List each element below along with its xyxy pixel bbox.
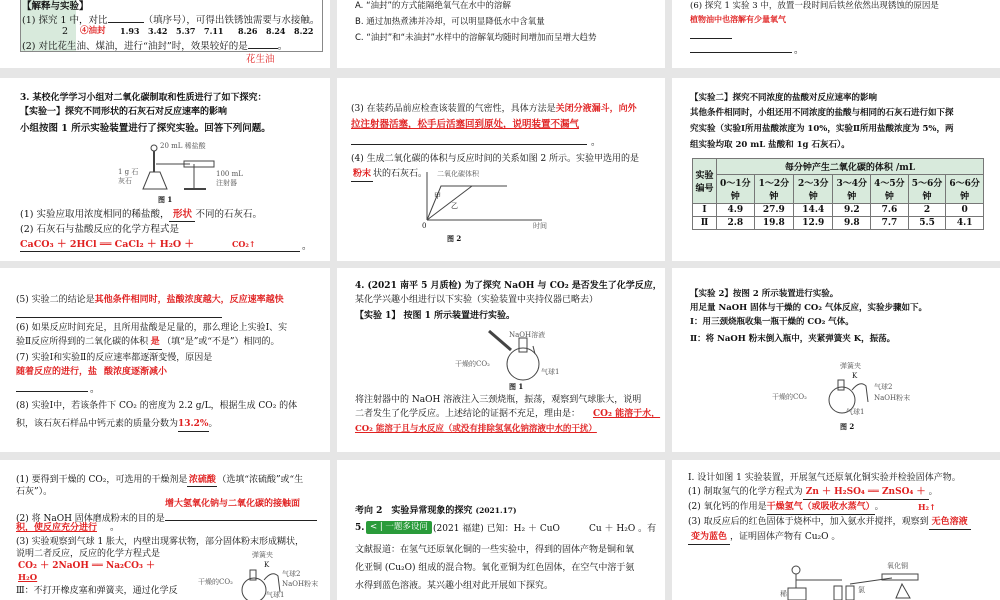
label-balloon-2: 气球2 <box>874 383 893 391</box>
table-row <box>693 217 984 230</box>
question-3: (3) 在装药品前应检查该装置的气密性，具体方法是关闭分液漏斗，向外 <box>351 104 637 114</box>
question-7: (7) 实验Ⅰ和实验Ⅱ的反应速率都逐渐变慢，原因是 <box>16 353 213 363</box>
cell: 14.4 <box>794 204 833 217</box>
cell: 9.2 <box>833 204 871 217</box>
row-id: Ⅰ <box>693 204 717 217</box>
cell: 0 <box>946 204 984 217</box>
question-1: (1) 要得到干燥的 CO₂，可选用的干燥剂是浓硫酸 （选填“浓硫酸”或“生 <box>16 475 304 485</box>
answer-2-cont: CO₂↑ <box>232 239 256 249</box>
slide-8[interactable] <box>337 268 665 452</box>
option-c: C. “油封”和“未油封”水样中的溶解氧均随时间增加而呈增大趋势 <box>355 33 597 43</box>
question-1: (1) 探究 1 中，对比 （填序号），可得出铁锈蚀需要与水接触。 <box>22 12 319 27</box>
answer-3: CO₂ ＋ 2NaOH ══ Na₂CO₃ ＋ <box>18 561 156 571</box>
answer: CO₂ 能溶于水， <box>593 409 661 419</box>
cell: 2 <box>908 204 946 217</box>
period: 。 <box>302 241 312 252</box>
answer-2: 增大氢氧化钠与二氧化碳的接触面 <box>165 499 301 509</box>
label-balloon-1: 气球1 <box>266 591 285 599</box>
period: 。 <box>90 384 100 395</box>
number-cell: 5.37 <box>176 26 196 36</box>
question-5: (5) 实验二的结论是其他条件相同时，盐酸浓度越大，反应速率越快 <box>16 295 284 305</box>
col-label: 5～6分钟 <box>908 175 946 204</box>
cell: 4.9 <box>717 204 755 217</box>
blank-line <box>690 28 732 39</box>
cell: 9.8 <box>833 217 871 230</box>
answer-4: 粉末 <box>351 168 373 182</box>
co2-volume-table <box>692 158 984 230</box>
answer-1-cont: H₂↑ <box>918 502 936 512</box>
step-1: Ⅰ：用三颈烧瓶收集一瓶干燥的 CO₂ 气体。 <box>690 317 854 327</box>
col-label: 0～1分钟 <box>717 175 755 204</box>
slide-9[interactable] <box>672 268 1000 452</box>
answer-6: 是 <box>148 336 162 350</box>
row-header: 实验编号 <box>693 159 717 204</box>
paragraph-line: 二者发生了化学反应。上述结论的证据不充足，理由是： <box>355 409 581 419</box>
blank-line <box>16 381 88 392</box>
answer-1: Zn ＋ H₂SO₄ ══ ZnSO₄ ＋ <box>803 486 929 500</box>
cell: 4.1 <box>946 217 984 230</box>
origin-label: 0 <box>422 222 427 230</box>
slide-10[interactable] <box>0 460 330 600</box>
answer-2: 干燥氢气（或吸收水蒸气） <box>767 501 875 515</box>
slide-7[interactable] <box>0 268 330 452</box>
question-2: (2) 将 NaOH 固体磨成粉末的目的是 <box>16 510 317 525</box>
step-3: Ⅲ：不打开橡皮塞和弹簧夹，通过化学反 <box>16 586 178 596</box>
answer-6: 植物油中也溶解有少量氧气 <box>690 14 786 24</box>
paragraph-line: 文献报道：在氢气还原氧化铜的一些实验中，得到的固体产物是铜和氧 <box>355 545 635 555</box>
question-4: (4) 生成二氧化碳的体积与反应时间的关系如图 2 所示。实验甲选用的是 <box>351 154 640 164</box>
experiment-2-title: 【实验 2】按图 2 所示装置进行实验。 <box>690 289 839 299</box>
label-clip: 弹簧夹 <box>252 551 273 559</box>
cell: 19.8 <box>754 217 793 230</box>
cell: 27.9 <box>754 204 793 217</box>
label-co2: 干燥的CO₂ <box>198 578 233 586</box>
label-stone: 1 g 石灰石 <box>118 168 139 185</box>
paragraph-line: (2021 福建) 已知：H₂ ＋ CuO <box>433 524 560 534</box>
figure-caption: 图 2 <box>840 422 855 431</box>
answer-1: ④油封 <box>80 26 106 36</box>
experiment-2-title: 【实验二】探究不同浓度的盐酸对反应速率的影响 <box>690 93 878 103</box>
number-cell: 3.42 <box>148 26 168 36</box>
question-6: (6) 探究 1 实验 3 中，放置一段时间后铁丝依然出现锈蚀的原因是 <box>690 1 939 11</box>
label-naoh: NaOH粉末 <box>874 394 911 402</box>
period: 。 <box>591 137 601 148</box>
number-cell: 8.22 <box>294 26 314 36</box>
slide-12[interactable] <box>672 460 1000 600</box>
label-k: K <box>852 372 858 380</box>
question-3-cont: 说明二者反应，反应的化学方程式是 <box>16 549 161 559</box>
option-b: B. 通过加热煮沸并冷却，可以明显降低水中含氧量 <box>355 17 545 27</box>
cell: 7.7 <box>871 217 909 230</box>
label-chlorine: 氯 <box>858 586 865 594</box>
question-3: (3) 取反应后的红色固体于烧杯中，加入氨水并搅拌，观察到 无色溶液 <box>688 516 971 530</box>
answer-3: 关闭分液漏斗，向外 <box>555 104 637 114</box>
number-cell: 8.24 <box>266 26 286 36</box>
paragraph-line: Cu ＋ H₂O 。有 <box>589 524 657 534</box>
answer-1: 浓硫酸 <box>188 475 216 485</box>
label-balloon-1: 气球1 <box>541 368 560 376</box>
question-8: (8) 实验Ⅰ中，若该条件下 CO₂ 的密度为 2.2 g/L，根据生成 CO₂ 的体 <box>16 401 298 411</box>
figure-caption: 图 1 <box>158 195 173 204</box>
row-id: Ⅱ <box>693 217 717 230</box>
label-syringe: 100 mL 注射器 <box>216 170 243 187</box>
slide-2[interactable] <box>337 0 665 68</box>
series-yi: 乙 <box>451 202 458 210</box>
multi-question-share-button[interactable]: < | 一题多设问 <box>366 521 432 534</box>
experiment-1-title: 【实验 1】 按图 1 所示装置进行实验。 <box>355 311 516 321</box>
blank-line <box>351 134 587 145</box>
question-6-cont: 验Ⅱ反应所得到的二氧化碳的体积 是 （填“是”或“不是”）相同的。 <box>16 336 280 350</box>
label-hcl: 20 mL 稀盐酸 <box>160 142 206 150</box>
paragraph-line: 究实验（实验Ⅰ所用盐酸浓度为 10%，实验Ⅱ所用盐酸浓度为 5%，两 <box>690 124 954 134</box>
section-title: 考向 2 实验异常现象的探究 (2021.17) <box>355 506 517 516</box>
answer-5: 其他条件相同时，盐酸浓度越大，反应速率越快 <box>94 295 284 305</box>
question-3-cont: 变为蓝色 ，证明固体产物有 Cu₂O 。 <box>688 531 840 545</box>
paragraph-line: 将注射器中的 NaOH 溶液注入三颈烧瓶，振荡，观察到气球胀大，说明 <box>355 395 642 405</box>
answer-2: 花生油 <box>246 54 275 65</box>
answer-2: CaCO₃ ＋ 2HCl ══ CaCl₂ ＋ H₂O ＋ <box>20 239 195 250</box>
step-2: Ⅱ：将 NaOH 粉末倒入瓶中，夹紧弹簧夹 K，振荡。 <box>690 334 896 344</box>
y-axis-label: 二氧化碳体积 <box>437 170 479 178</box>
col-label: 2～3分钟 <box>794 175 833 204</box>
blank-line <box>20 241 300 252</box>
figure-caption: 图 1 <box>509 382 524 391</box>
number-cell: 7.11 <box>204 26 224 36</box>
paragraph-line: 水得到蓝色溶液。某兴趣小组对此开展如下探究。 <box>355 581 554 591</box>
answer-3-cont: 变为蓝色 <box>688 531 730 545</box>
label-k: K <box>264 561 270 569</box>
blank-line <box>690 42 792 53</box>
col-label: 1～2分钟 <box>754 175 793 204</box>
paragraph-line: 其他条件相同时，小组还用不同浓度的盐酸与相同的石灰石进行如下探 <box>690 108 954 118</box>
label-balloon-1: 气球1 <box>846 408 865 416</box>
period: 。 <box>794 45 804 56</box>
figure-caption: 图 2 <box>447 234 462 243</box>
col-label: 3～4分钟 <box>833 175 871 204</box>
intro: 小组按图 1 所示实验装置进行了探究实验。回答下列问题。 <box>20 123 271 134</box>
label-co2: 干燥的CO₂ <box>455 360 490 368</box>
period: 。 <box>110 522 120 533</box>
answer-1: 形状 <box>169 208 195 222</box>
answer-3-cont: 拉注射器活塞，松手后活塞回到原处，说明装置不漏气 <box>351 119 580 130</box>
question-2: (2) 石灰石与盐酸反应的化学方程式是 <box>20 224 179 235</box>
slide-6[interactable] <box>672 78 1000 261</box>
answer-7-cont: 酸浓度逐渐减小 <box>104 367 168 377</box>
slide-11[interactable] <box>337 460 665 600</box>
column-header: 每分钟产生二氧化碳的体积 /mL <box>717 159 984 175</box>
answer-8: 13.2% <box>178 418 208 432</box>
table-cell: 2 <box>62 26 69 37</box>
slide-5[interactable] <box>337 78 665 261</box>
table-row <box>693 204 984 217</box>
question-1: (1) 实验应取用浓度相同的稀盐酸， 形状 不同的石灰石。 <box>20 209 262 220</box>
label-co2: 干燥的CO₂ <box>772 393 807 401</box>
number-cell: 1.93 <box>120 26 140 36</box>
option-a: A. “油封”的方式能隔绝氧气在水中的溶解 <box>355 1 511 11</box>
question-1: (1) 制取氢气的化学方程式为 Zn ＋ H₂SO₄ ══ ZnSO₄ ＋ 。 <box>688 486 938 500</box>
question-4-cont: 粉末 状的石灰石。 <box>351 168 427 182</box>
paragraph-line: 组实验均取 20 mL 盐酸和 1g 石灰石）。 <box>690 140 850 150</box>
answer-3: 无色溶液 <box>929 516 971 530</box>
heading: 【解释与实验】 <box>22 1 89 12</box>
slide-4[interactable] <box>0 78 330 261</box>
question-title: 4. (2021 南平 5 月质检) 为了探究 NaOH 与 CO₂ 是否发生了化学反应， <box>355 281 662 291</box>
answer-3-cont: H₂O <box>18 573 38 583</box>
question-2: (2) 对比花生油、煤油，进行“油封”时，效果较好的是 。 <box>22 38 287 53</box>
cell: 5.5 <box>908 217 946 230</box>
paragraph-line: 某化学兴趣小组进行以下实验（实验装置中夹持仪器已略去） <box>355 295 599 305</box>
label-cuo: 氧化铜 <box>887 562 908 570</box>
blank-line <box>16 307 222 318</box>
answer-2-cont: 积，使反应充分进行 <box>16 523 98 533</box>
col-label: 4～5分钟 <box>871 175 909 204</box>
answer-cont: CO₂ 能溶于且与水反应（或没有排除氢氧化钠溶液中水的干扰） <box>355 424 597 434</box>
apparatus-figure-2 <box>236 566 285 600</box>
answer-7: 随着反应的进行，盐 <box>16 367 98 377</box>
question-title: 3. 某校化学学习小组对二氧化碳制取和性质进行了如下探究： <box>20 93 267 103</box>
x-axis-label: 时间 <box>533 222 547 230</box>
share-icon: < <box>370 522 378 532</box>
cell: 7.6 <box>871 204 909 217</box>
question-6: (6) 如果反应时间充足，且所用盐酸是足量的，那么理论上实验Ⅰ、实 <box>16 323 288 333</box>
col-label: 6～6分钟 <box>946 175 984 204</box>
question-3: (3) 实验观察到气球 1 胀大，内壁出现雾状物，部分固体粉末形成糊状， <box>16 537 305 547</box>
label-naoh: NaOH粉末 <box>282 580 319 588</box>
cell: 12.9 <box>794 217 833 230</box>
question-number: 5. <box>355 523 365 533</box>
apparatus-figure-1 <box>782 564 932 600</box>
apparatus-figure-1 <box>140 144 220 194</box>
label-dilute: 稀 <box>780 590 787 598</box>
paragraph-line: 用足量 NaOH 固体与干燥的 CO₂ 气体反应，实验步骤如下。 <box>690 303 927 313</box>
number-cell: 8.26 <box>238 26 258 36</box>
question-8-cont: 积，该石灰石样品中钙元素的质量分数为13.2%。 <box>16 418 218 432</box>
label-balloon-2: 气球2 <box>282 570 301 578</box>
question-1-cont: 石灰”）。 <box>16 487 53 497</box>
paragraph-line: 化亚铜 (Cu₂O) 组成的混合物。氧化亚铜为红色固体，在空气中溶于氨 <box>355 563 635 573</box>
slide-3[interactable] <box>672 0 1000 68</box>
experiment-1-title: 【实验一】探究不同形状的石灰石对反应速率的影响 <box>20 107 228 117</box>
question-2: (2) 氧化钙的作用是干燥氢气（或吸收水蒸气）。 <box>688 501 884 515</box>
series-jia: 甲 <box>434 192 441 200</box>
slide-1[interactable] <box>0 0 330 68</box>
label-clip: 弹簧夹 <box>840 362 861 370</box>
cell: 2.8 <box>717 217 755 230</box>
paragraph-line: Ⅰ. 设计如图 1 实验装置，开展氢气还原氧化铜实验并检验固体产物。 <box>688 473 961 483</box>
label-naoh: NaOH溶液 <box>509 331 546 339</box>
